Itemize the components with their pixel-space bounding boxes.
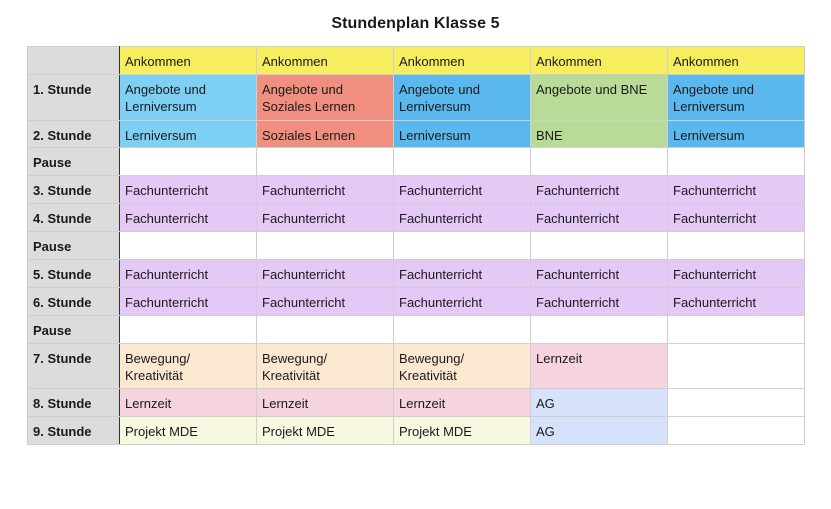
- table-cell: Fachunterricht: [668, 204, 805, 232]
- table-cell: Fachunterricht: [394, 176, 531, 204]
- table-cell: Fachunterricht: [394, 204, 531, 232]
- row-label: 1. Stunde: [28, 75, 120, 121]
- table-cell: [394, 232, 531, 260]
- table-cell: Fachunterricht: [531, 288, 668, 316]
- table-row-pause: [28, 316, 805, 344]
- table-cell: [394, 316, 531, 344]
- table-cell: Lernzeit: [257, 389, 394, 417]
- table-cell: Ankommen: [257, 47, 394, 75]
- row-label-empty: [28, 47, 120, 75]
- table-cell: Lerniversum: [120, 121, 257, 148]
- table-cell: [531, 316, 668, 344]
- row-label: 9. Stunde: [28, 417, 120, 445]
- table-cell: Fachunterricht: [257, 260, 394, 288]
- row-label: 2. Stunde: [28, 121, 120, 148]
- table-cell: Angebote und Lerniversum: [394, 75, 531, 121]
- table-cell: Projekt MDE: [120, 417, 257, 445]
- table-cell: Fachunterricht: [531, 204, 668, 232]
- table-cell: Fachunterricht: [257, 204, 394, 232]
- table-cell: Bewegung/ Kreativität: [394, 344, 531, 389]
- table-cell: Fachunterricht: [531, 176, 668, 204]
- table-row-5-stunde: [28, 260, 805, 288]
- table-cell: Ankommen: [120, 47, 257, 75]
- table-cell: Bewegung/ Kreativität: [120, 344, 257, 389]
- table-cell: [257, 316, 394, 344]
- table-cell: Ankommen: [531, 47, 668, 75]
- table-cell: [531, 148, 668, 176]
- row-label: 7. Stunde: [28, 344, 120, 389]
- table-cell: AG: [531, 389, 668, 417]
- row-label: 8. Stunde: [28, 389, 120, 417]
- table-cell: Fachunterricht: [394, 288, 531, 316]
- table-cell: Projekt MDE: [394, 417, 531, 445]
- table-cell: [668, 417, 805, 445]
- row-label: 4. Stunde: [28, 204, 120, 232]
- table-cell: Angebote und Lerniversum: [668, 75, 805, 121]
- table-cell: [668, 344, 805, 389]
- table-cell: Fachunterricht: [120, 260, 257, 288]
- table-cell: Angebote und Lerniversum: [120, 75, 257, 121]
- table-row-pause: [28, 232, 805, 260]
- table-row-3-stunde: [28, 176, 805, 204]
- table-cell: Lernzeit: [531, 344, 668, 389]
- table-row-6-stunde: [28, 288, 805, 316]
- table-cell: Fachunterricht: [120, 288, 257, 316]
- table-row-7-stunde: [28, 344, 805, 389]
- table-cell: Angebote und BNE: [531, 75, 668, 121]
- schedule-table: [27, 46, 805, 445]
- table-cell: Fachunterricht: [257, 288, 394, 316]
- table-row-ankommen: [28, 47, 805, 75]
- table-cell: Projekt MDE: [257, 417, 394, 445]
- table-cell: Fachunterricht: [668, 176, 805, 204]
- table-cell: [668, 316, 805, 344]
- table-cell: [120, 232, 257, 260]
- table-cell: Fachunterricht: [120, 176, 257, 204]
- table-row-pause: [28, 148, 805, 176]
- row-label: 5. Stunde: [28, 260, 120, 288]
- table-cell: BNE: [531, 121, 668, 148]
- table-cell: Lernzeit: [394, 389, 531, 417]
- table-cell: Fachunterricht: [120, 204, 257, 232]
- table-cell: Fachunterricht: [257, 176, 394, 204]
- table-cell: [668, 389, 805, 417]
- table-cell: Lerniversum: [668, 121, 805, 148]
- table-cell: [668, 232, 805, 260]
- table-cell: [257, 232, 394, 260]
- table-cell: [394, 148, 531, 176]
- table-cell: Fachunterricht: [394, 260, 531, 288]
- table-cell: Ankommen: [668, 47, 805, 75]
- row-label: 6. Stunde: [28, 288, 120, 316]
- table-cell: [257, 148, 394, 176]
- table-cell: [668, 148, 805, 176]
- table-row-1-stunde: [28, 75, 805, 121]
- table-cell: [120, 148, 257, 176]
- row-label: Pause: [28, 232, 120, 260]
- table-cell: Soziales Lernen: [257, 121, 394, 148]
- table-cell: Lerniversum: [394, 121, 531, 148]
- table-cell: Angebote und Soziales Lernen: [257, 75, 394, 121]
- table-row-4-stunde: [28, 204, 805, 232]
- table-cell: Fachunterricht: [668, 260, 805, 288]
- table-cell: Bewegung/ Kreativität: [257, 344, 394, 389]
- row-label: Pause: [28, 316, 120, 344]
- table-cell: Fachunterricht: [668, 288, 805, 316]
- table-cell: AG: [531, 417, 668, 445]
- table-cell: [120, 316, 257, 344]
- table-row-8-stunde: [28, 389, 805, 417]
- table-cell: Fachunterricht: [531, 260, 668, 288]
- table-row-2-stunde: [28, 121, 805, 148]
- page-title: Stundenplan Klasse 5: [331, 15, 500, 32]
- table-row-9-stunde: [28, 417, 805, 445]
- row-label: Pause: [28, 148, 120, 176]
- table-cell: [531, 232, 668, 260]
- table-cell: Lernzeit: [120, 389, 257, 417]
- row-label: 3. Stunde: [28, 176, 120, 204]
- table-cell: Ankommen: [394, 47, 531, 75]
